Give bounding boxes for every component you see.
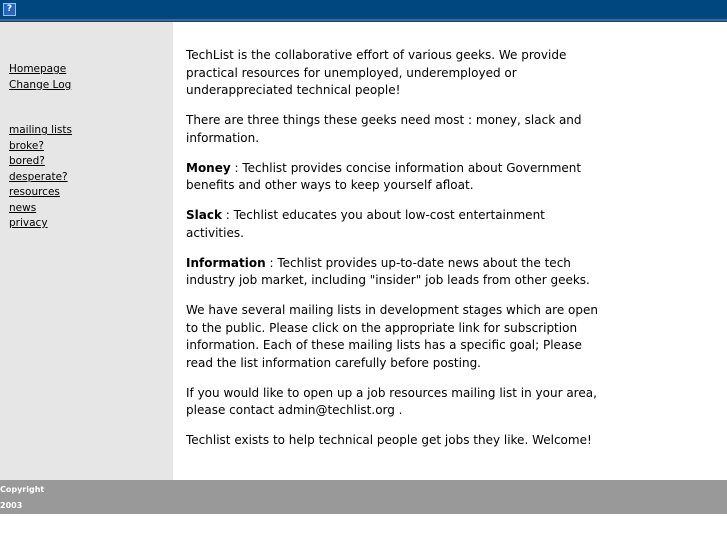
slack-term: Slack — [186, 208, 222, 222]
bored-link[interactable]: bored? — [9, 155, 45, 167]
copyright-notice — [0, 482, 60, 514]
information-term: Information — [186, 255, 266, 270]
secondary-nav — [9, 123, 72, 232]
mailing-lists-link[interactable]: mailing lists — [9, 124, 72, 136]
information-text: : Techlist provides up-to-date news about the tech industry job market, including "insider" job leads from other geeks. — [186, 255, 590, 287]
sidebar — [0, 22, 173, 480]
money-text: : Techlist provides concise information about Government benefits and other ways to keep yourself afloat. — [186, 160, 582, 192]
primary-nav — [9, 62, 71, 93]
resources-link[interactable]: resources — [9, 186, 60, 198]
copyright-label: Copyright — [0, 485, 45, 494]
money-term: Money — [186, 160, 231, 175]
main-content — [186, 47, 601, 462]
copyright-year: 2003 — [0, 501, 23, 510]
homepage-link[interactable]: Homepage — [9, 63, 67, 75]
intro-paragraph: TechList is the collaborative effort of various geeks. We provide practical resources for unemployed, underemployed or underappreciated technical people! — [186, 48, 567, 97]
footer — [0, 480, 727, 514]
welcome-paragraph: Techlist exists to help technical people get jobs they like. Welcome! — [186, 433, 592, 447]
broke-link[interactable]: broke? — [9, 139, 44, 152]
slack-paragraph — [186, 207, 601, 242]
top-banner — [0, 0, 727, 21]
desperate-link[interactable]: desperate? — [9, 170, 68, 183]
needs-paragraph: There are three things these geeks need most : money, slack and information. — [186, 113, 582, 145]
change-log-link[interactable]: Change Log — [9, 78, 72, 91]
privacy-link[interactable]: privacy — [9, 217, 48, 229]
help-icon[interactable]: ? — [3, 3, 16, 16]
news-link[interactable]: news — [9, 201, 37, 214]
contact-paragraph: If you would like to open up a job resources mailing list in your area, please contact admin@techlist.org . — [186, 385, 597, 417]
information-paragraph — [186, 255, 601, 290]
mailing-paragraph: We have several mailing lists in development stages which are open to the public. Please click on the appropriate link for subscription information. Each of these mailing lists has a specific goal; Please read the list information carefully before posting. — [186, 303, 598, 370]
slack-text: : Techlist educates you about low-cost entertainment activities. — [186, 208, 545, 240]
money-paragraph — [186, 160, 601, 195]
